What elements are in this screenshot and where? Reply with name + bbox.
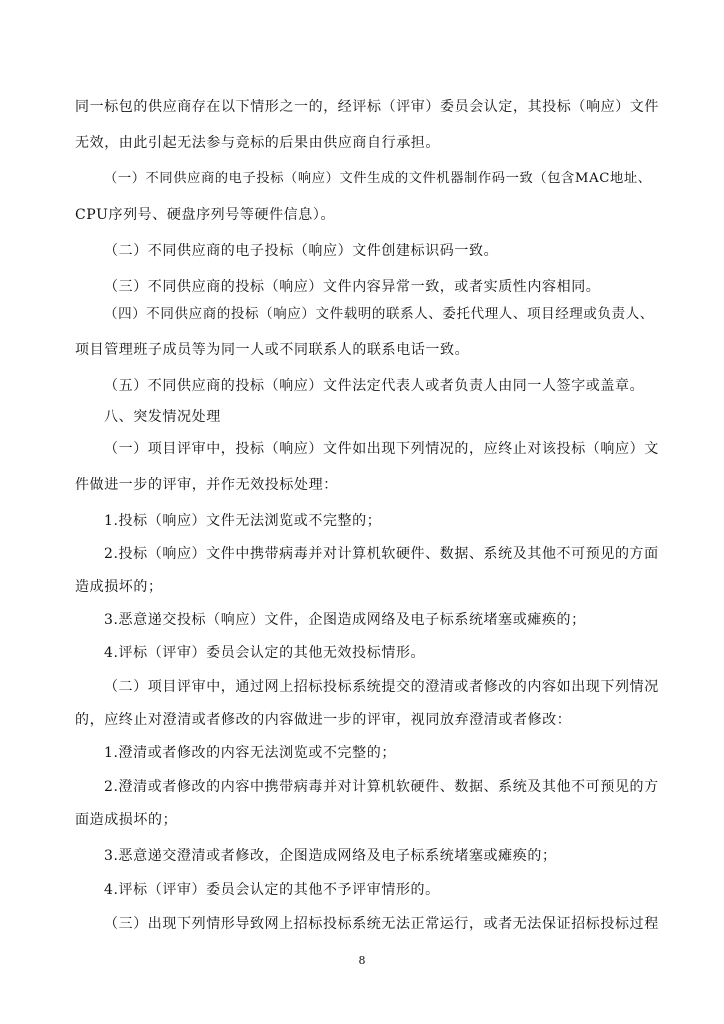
- paragraph-line-12: 件做进一步的评审，并作无效投标处理：: [75, 477, 338, 493]
- paragraph-line-20: 1.澄清或者修改的内容无法浏览或不完整的；: [104, 745, 396, 761]
- paragraph-line-19: 的，应终止对澄清或者修改的内容做进一步的评审，视同放弃澄清或者修改：: [75, 712, 572, 728]
- section-heading: 八、突发情况处理: [104, 409, 221, 425]
- paragraph-line-15: 造成损坏的；: [75, 579, 163, 595]
- paragraph-line-18: （二）项目评审中，通过网上招标投标系统提交的澄清或者修改的内容如出现下列情况: [104, 679, 659, 695]
- paragraph-line-8: 项目管理班子成员等为同一人或不同联系人的联系电话一致。: [75, 342, 470, 358]
- page-number: 8: [358, 954, 366, 967]
- paragraph-line-21: 2.澄清或者修改的内容中携带病毒并对计算机软硬件、数据、系统及其他不可预见的方: [104, 779, 659, 795]
- paragraph-line-11: （一）项目评审中，投标（响应）文件如出现下列情况的，应终止对该投标（响应）文: [104, 441, 659, 457]
- paragraph-line-7: （四）不同供应商的投标（响应）文件载明的联系人、委托代理人、项目经理或负责人、: [104, 306, 654, 322]
- paragraph-line-6: （三）不同供应商的投标（响应）文件内容异常一致，或者实质性内容相同。: [104, 279, 601, 295]
- paragraph-line-4: CPU序列号、硬盘序列号等硬件信息）。: [75, 207, 336, 223]
- paragraph-line-16: 3.恶意递交投标（响应）文件，企图造成网络及电子标系统堵塞或瘫痪的；: [104, 612, 586, 628]
- paragraph-line-17: 4.评标（评审）委员会认定的其他无效投标情形。: [104, 645, 426, 661]
- paragraph-line-23: 3.恶意递交澄清或者修改，企图造成网络及电子标系统堵塞或瘫痪的；: [104, 848, 557, 864]
- paragraph-line-9: （五）不同供应商的投标（响应）文件法定代表人或者负责人由同一人签字或盖章。: [104, 378, 645, 394]
- paragraph-line-24: 4.评标（评审）委员会认定的其他不予评审情形的。: [104, 882, 440, 898]
- paragraph-line-5: （二）不同供应商的电子投标（响应）文件创建标识码一致。: [104, 243, 499, 259]
- paragraph-line-2: 无效，由此引起无法参与竞标的后果由供应商自行承担。: [75, 135, 440, 151]
- paragraph-line-3: （一）不同供应商的电子投标（响应）文件生成的文件机器制作码一致（包含MAC地址、: [104, 171, 652, 186]
- paragraph-line-14: 2.投标（响应）文件中携带病毒并对计算机软硬件、数据、系统及其他不可预见的方面: [104, 546, 659, 562]
- paragraph-line-13: 1.投标（响应）文件无法浏览或不完整的；: [104, 513, 382, 529]
- paragraph-line-1: 同一标包的供应商存在以下情形之一的，经评标（评审）委员会认定，其投标（响应）文件: [75, 99, 659, 115]
- paragraph-line-25: （三）出现下列情形导致网上招标投标系统无法正常运行，或者无法保证招标投标过程: [104, 916, 659, 932]
- paragraph-line-22: 面造成损坏的；: [75, 812, 178, 828]
